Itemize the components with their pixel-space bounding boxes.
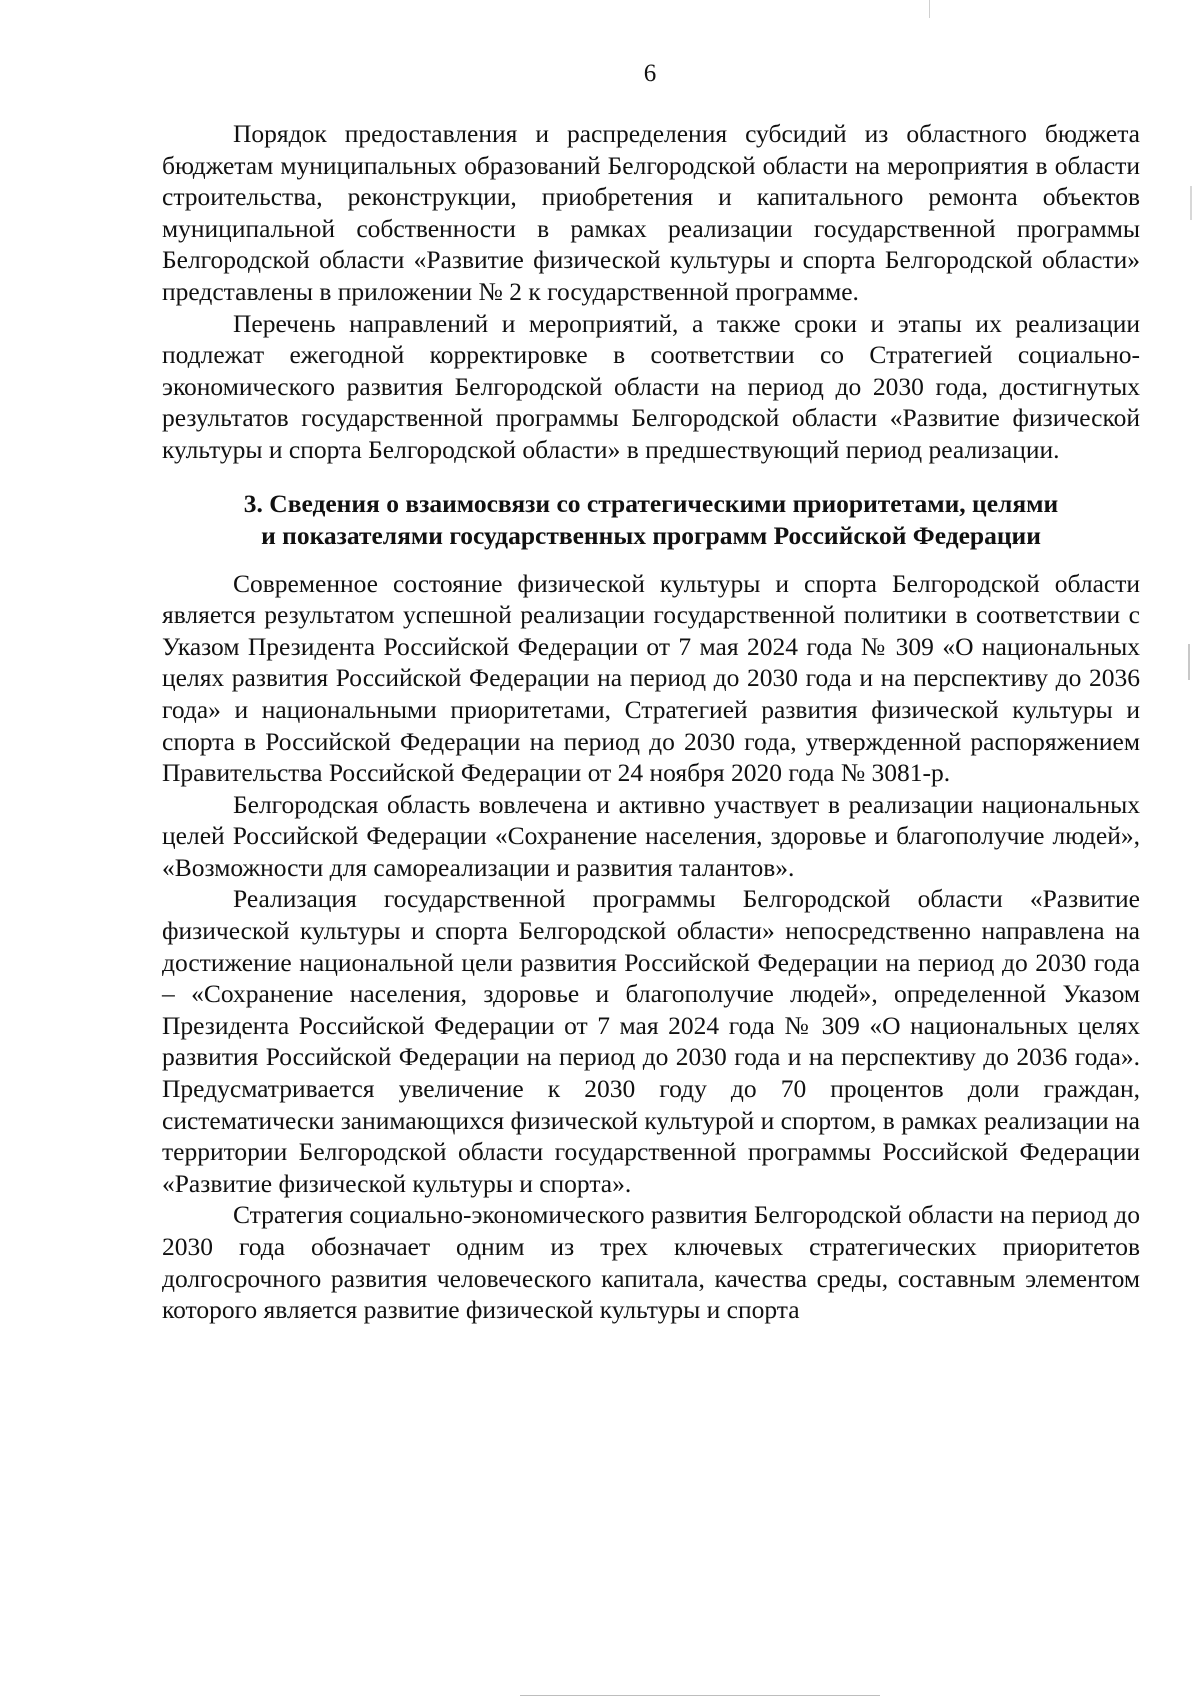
page-number: 6	[643, 60, 657, 87]
section-heading-line: и показателями государственных программ Российской Федерации	[261, 520, 1041, 550]
paragraph: Белгородская область вовлечена и активно участвует в реализации национальных целей Российской Федерации «Сохранение населения, здоровье и благополучие людей», «Возможности для самореализации и развития талантов».	[162, 789, 1140, 882]
section-heading	[162, 488, 1140, 552]
paragraph: Порядок предоставления и распределения субсидий из областного бюджета бюджетам муниципальных образований Белгородской области на мероприятия в области строительства, реконструкции, приобретения и капитального ремонта объектов муниципальной собственности в рамках реализации государственной программы Белгородской области «Развитие физической культуры и спорта Белгородской области» представлены в приложении № 2 к государственной программе.	[162, 119, 1140, 306]
document-body	[162, 118, 1140, 1326]
paragraph: Современное состояние физической культуры и спорта Белгородской области является результатом успешной реализации государственной политики в соответствии с Указом Президента Российской Федерации от 7 мая 2024 года № 309 «О национальных целях развития Российской Федерации на период до 2030 года и на перспективу до 2036 года» и национальными приоритетами, Стратегией развития физической культуры и спорта в Российской Федерации на период до 2030 года, утвержденной распоряжением Правительства Российской Федерации от 24 ноября 2020 года № 3081-р.	[162, 568, 1140, 788]
paragraph: Стратегия социально-экономического развития Белгородской области на период до 2030 года обозначает одним из трех ключевых стратегических приоритетов долгосрочного развития человеческого капитала, качества среды, составным элементом которого является развитие физической культуры и спорта	[162, 1200, 1140, 1325]
scan-artifact-top	[929, 0, 930, 18]
scan-artifact-bottom	[520, 1695, 880, 1696]
paragraph: Перечень направлений и мероприятий, а также сроки и этапы их реализации подлежат ежегодной корректировке в соответствии со Стратегией социально-экономического развития Белгородской области на период до 2030 года, достигнутых результатов государственной программы Белгородской области «Развитие физической культуры и спорта Белгородской области» в предшествующий период реализации.	[162, 308, 1140, 464]
scan-artifact-margin	[1188, 644, 1190, 680]
section-heading-line: 3. Сведения о взаимосвязи со стратегическими приоритетами, целями	[243, 488, 1059, 518]
scan-artifact-margin	[1190, 186, 1192, 220]
paragraph: Реализация государственной программы Белгородской области «Развитие физической культуры и спорта Белгородской области» непосредственно направлена на достижение национальной цели развития Российской Федерации на период до 2030 года – «Сохранение населения, здоровье и благополучие людей», определенной Указом Президента Российской Федерации от 7 мая 2024 года № 309 «О национальных целях развития Российской Федерации на период до 2030 года и на перспективу до 2036 года». Предусматривается увеличение к 2030 году до 70 процентов доли граждан, систематически занимающихся физической культурой и спортом, в рамках реализации на территории Белгородской области государственной программы Российской Федерации «Развитие физической культуры и спорта».	[162, 884, 1140, 1198]
